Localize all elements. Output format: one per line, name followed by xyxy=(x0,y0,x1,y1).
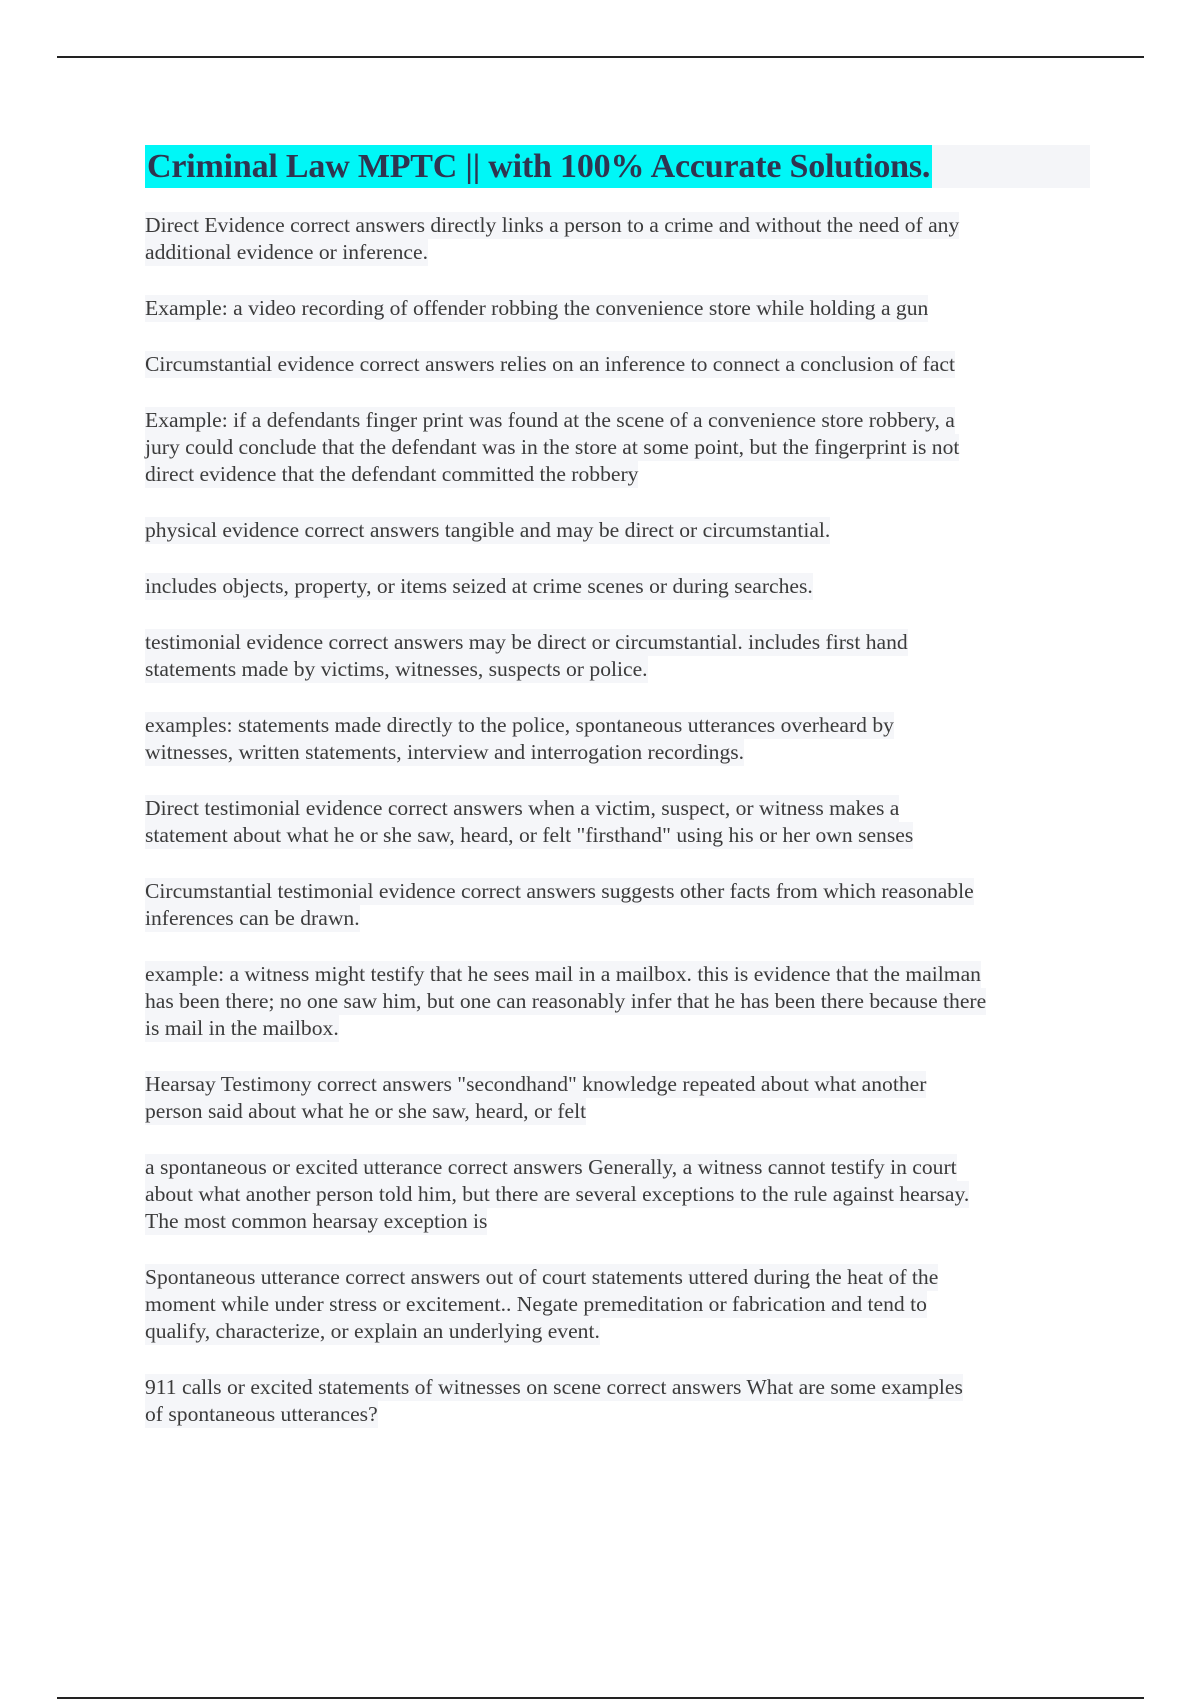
paragraph xyxy=(145,1264,1090,1345)
paragraph-line: direct evidence that the defendant committed the robbery xyxy=(145,462,639,486)
title-band xyxy=(145,145,1090,188)
paragraph-line: example: a witness might testify that he sees mail in a mailbox. this is evidence that the mailman xyxy=(145,962,981,986)
top-rule xyxy=(57,56,1144,58)
paragraph-line: Circumstantial evidence correct answers relies on an inference to connect a conclusion of fact xyxy=(145,352,956,376)
paragraph-line: Spontaneous utterance correct answers out of court statements uttered during the heat of the xyxy=(145,1265,939,1289)
paragraph-line: Example: a video recording of offender robbing the convenience store while holding a gun xyxy=(145,296,929,320)
paragraph-line: Direct Evidence correct answers directly links a person to a crime and without the need of any xyxy=(145,213,960,237)
paragraph-line: testimonial evidence correct answers may be direct or circumstantial. includes first hand xyxy=(145,630,908,654)
paragraph-line: Hearsay Testimony correct answers "secondhand" knowledge repeated about what another xyxy=(145,1072,927,1096)
bottom-rule xyxy=(57,1697,1144,1699)
paragraph-line: a spontaneous or excited utterance correct answers Generally, a witness cannot testify in court xyxy=(145,1155,957,1179)
paragraph xyxy=(145,629,1090,683)
paragraph xyxy=(145,961,1090,1042)
paragraph-line: examples: statements made directly to the police, spontaneous utterances overheard by xyxy=(145,713,894,737)
paragraph xyxy=(145,712,1090,766)
paragraph xyxy=(145,1154,1090,1235)
paragraph-line: additional evidence or inference. xyxy=(145,240,428,264)
paragraph-line: has been there; no one saw him, but one can reasonably infer that he has been there because there xyxy=(145,989,987,1013)
paragraph-line: jury could conclude that the defendant was in the store at some point, but the fingerprint is not xyxy=(145,435,960,459)
paragraph-line: is mail in the mailbox. xyxy=(145,1016,339,1040)
paragraph-line: includes objects, property, or items seized at crime scenes or during searches. xyxy=(145,574,813,598)
paragraph xyxy=(145,1071,1090,1125)
paragraph-line: physical evidence correct answers tangible and may be direct or circumstantial. xyxy=(145,518,831,542)
paragraph-line: Circumstantial testimonial evidence correct answers suggests other facts from which reasonable xyxy=(145,879,974,903)
paragraph-line: witnesses, written statements, interview and interrogation recordings. xyxy=(145,740,745,764)
paragraph-line: 911 calls or excited statements of witnesses on scene correct answers What are some examples xyxy=(145,1375,963,1399)
paragraph-line: inferences can be drawn. xyxy=(145,906,360,930)
document-title: Criminal Law MPTC || with 100% Accurate Solutions. xyxy=(145,145,932,188)
paragraph-line: statements made by victims, witnesses, suspects or police. xyxy=(145,657,648,681)
paragraph-line: Example: if a defendants finger print was found at the scene of a convenience store robbery, a xyxy=(145,408,955,432)
paragraph xyxy=(145,1374,1090,1428)
paragraph-line: moment while under stress or excitement.. Negate premeditation or fabrication and tend to xyxy=(145,1292,927,1316)
paragraph-line: of spontaneous utterances? xyxy=(145,1402,378,1426)
paragraph-line: about what another person told him, but there are several exceptions to the rule against hearsay. xyxy=(145,1182,970,1206)
paragraph xyxy=(145,573,1090,600)
paragraph xyxy=(145,795,1090,849)
paragraph-line: qualify, characterize, or explain an underlying event. xyxy=(145,1319,600,1343)
paragraph xyxy=(145,295,1090,322)
paragraph xyxy=(145,407,1090,488)
paragraph-line: person said about what he or she saw, heard, or felt xyxy=(145,1099,587,1123)
document-body xyxy=(145,145,1090,1428)
paragraph-list xyxy=(145,212,1090,1428)
paragraph xyxy=(145,351,1090,378)
paragraph-line: The most common hearsay exception is xyxy=(145,1209,488,1233)
paragraph-line: statement about what he or she saw, heard, or felt "firsthand" using his or her own senses xyxy=(145,823,914,847)
paragraph xyxy=(145,878,1090,932)
paragraph xyxy=(145,212,1090,266)
paragraph xyxy=(145,517,1090,544)
paragraph-line: Direct testimonial evidence correct answers when a victim, suspect, or witness makes a xyxy=(145,796,900,820)
